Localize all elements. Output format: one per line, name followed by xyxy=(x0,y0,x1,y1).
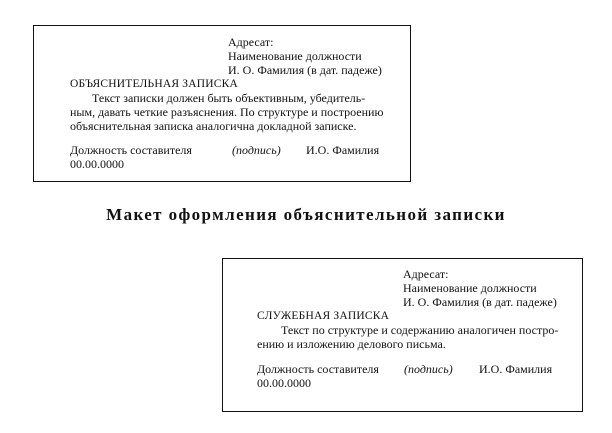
author-position: Должность составителя xyxy=(257,362,379,376)
author-position: Должность составителя xyxy=(70,143,192,157)
body-line: объяснительная записка аналогична докладной записке. xyxy=(70,119,357,133)
author-name: И.О. Фамилия xyxy=(479,362,553,376)
signature-placeholder: (подпись) xyxy=(232,143,281,157)
document-date: 00.00.0000 xyxy=(257,376,311,390)
addressee-position: Наименование должности xyxy=(228,49,362,63)
author-name: И.О. Фамилия xyxy=(306,143,380,157)
document-title: ОБЪЯСНИТЕЛЬНАЯ ЗАПИСКА xyxy=(70,78,239,90)
addressee-name: И. О. Фамилия (в дат. падеже) xyxy=(228,63,382,77)
addressee-position: Наименование должности xyxy=(403,281,537,295)
body-line: ению и изложению делового письма. xyxy=(257,337,446,351)
document-date: 00.00.0000 xyxy=(70,157,124,171)
addressee-label: Адресат: xyxy=(403,267,449,281)
body-line: ным, давать четкие разъяснения. По структуре и построению xyxy=(70,105,384,119)
body-line: Текст по структуре и содержанию аналогичен постро- xyxy=(281,323,559,337)
signature-placeholder: (подпись) xyxy=(404,362,453,376)
explanatory-note-template xyxy=(33,25,411,182)
addressee-name: И. О. Фамилия (в дат. падеже) xyxy=(403,295,557,309)
addressee-label: Адресат: xyxy=(228,35,274,49)
service-note-template xyxy=(222,258,583,412)
figure-caption: Макет оформления объяснительной записки xyxy=(106,205,506,224)
body-line: Текст записки должен быть объективным, убедитель- xyxy=(92,91,366,105)
document-title: СЛУЖЕБНАЯ ЗАПИСКА xyxy=(257,310,390,322)
